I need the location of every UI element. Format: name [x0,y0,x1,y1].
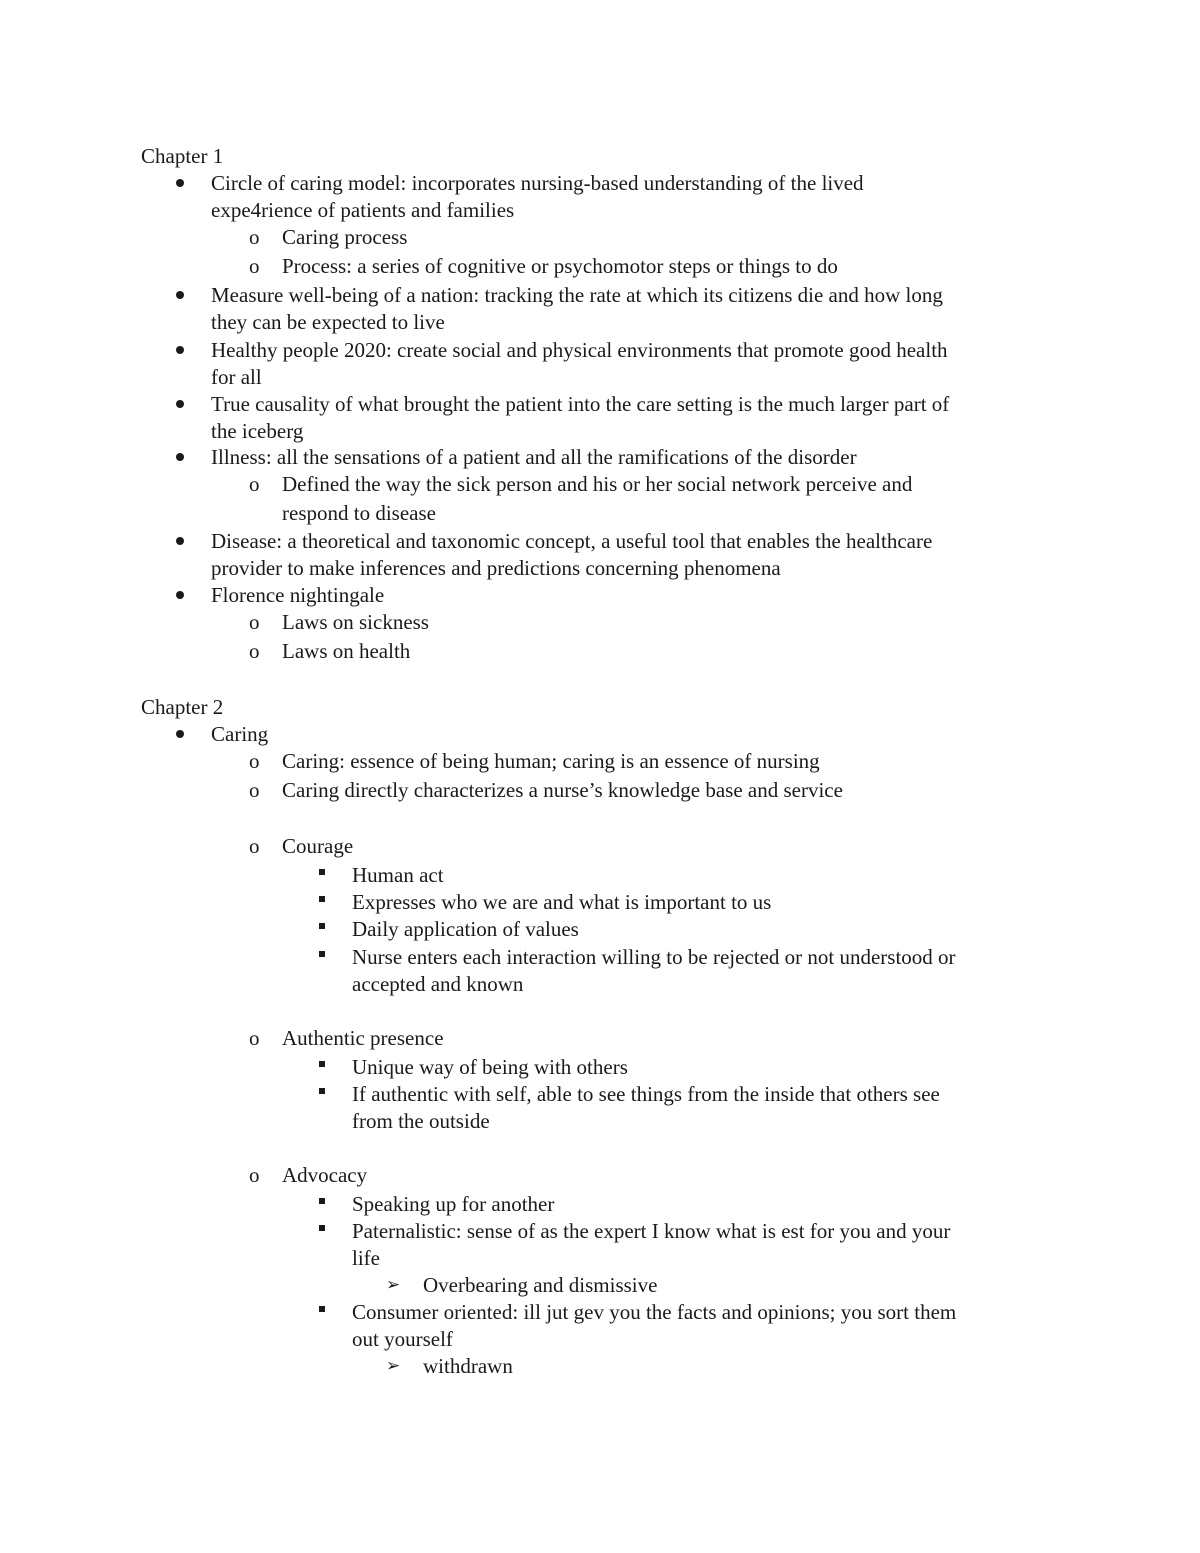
arrow-bullet-icon: ➢ [386,1356,401,1376]
bullet-icon [176,453,184,461]
list-item-continuation: they can be expected to live [211,310,445,334]
list-item: Measure well-being of a nation: tracking the rate at which its citizens die and how long [211,283,943,307]
bullet-icon [176,400,184,408]
sub-list-item: Defined the way the sick person and his or her social network perceive and [282,472,913,496]
list-item-continuation: expe4rience of patients and families [211,198,515,222]
list-item: Illness: all the sensations of a patient and all the ramifications of the disorder [211,445,857,469]
sub-sub-list-item: Consumer oriented: ill jut gev you the facts and opinions; you sort them [352,1300,957,1324]
sub-sub-list-item-continuation: life [352,1246,380,1270]
square-bullet-icon [319,869,325,875]
sub-sub-list-item-continuation: accepted and known [352,972,524,996]
circle-bullet-icon: o [249,472,260,496]
sub-sub-list-item: Expresses who we are and what is important to us [352,890,772,914]
square-bullet-icon [319,1225,325,1231]
sub-sub-list-item: Nurse enters each interaction willing to be rejected or not understood or [352,945,956,969]
arrow-bullet-icon: ➢ [386,1275,401,1295]
sub-list-item: Authentic presence [282,1026,444,1050]
sub-sub-list-item: Daily application of values [352,917,579,941]
sub-sub-list-item: Unique way of being with others [352,1055,628,1079]
arrow-list-item: Overbearing and dismissive [423,1273,658,1297]
circle-bullet-icon: o [249,254,260,278]
list-item: Disease: a theoretical and taxonomic concept, a useful tool that enables the healthcare [211,529,933,553]
sub-list-item: Laws on health [282,639,411,663]
sub-sub-list-item-continuation: out yourself [352,1327,453,1351]
square-bullet-icon [319,951,325,957]
bullet-icon [176,591,184,599]
sub-list-item: Advocacy [282,1163,368,1187]
circle-bullet-icon: o [249,610,260,634]
sub-list-item: Laws on sickness [282,610,429,634]
sub-sub-list-item: If authentic with self, able to see things from the inside that others see [352,1082,940,1106]
square-bullet-icon [319,896,325,902]
circle-bullet-icon: o [249,778,260,802]
circle-bullet-icon: o [249,225,260,249]
square-bullet-icon [319,1061,325,1067]
list-item: Healthy people 2020: create social and physical environments that promote good health [211,338,948,362]
list-item: True causality of what brought the patient into the care setting is the much larger part of [211,392,950,416]
sub-list-item: Caring: essence of being human; caring is an essence of nursing [282,749,820,773]
bullet-icon [176,730,184,738]
sub-sub-list-item: Human act [352,863,444,887]
sub-sub-list-item: Paternalistic: sense of as the expert I know what is est for you and your [352,1219,951,1243]
list-item-continuation: provider to make inferences and predictions concerning phenomena [211,556,781,580]
bullet-icon [176,291,184,299]
sub-list-item: Caring process [282,225,408,249]
list-item: Circle of caring model: incorporates nursing-based understanding of the lived [211,171,864,195]
arrow-list-item: withdrawn [423,1354,513,1378]
square-bullet-icon [319,1088,325,1094]
circle-bullet-icon: o [249,639,260,663]
chapter-1-heading: Chapter 1 [141,144,224,168]
circle-bullet-icon: o [249,1163,260,1187]
list-item-continuation: for all [211,365,262,389]
sub-sub-list-item-continuation: from the outside [352,1109,490,1133]
list-item: Florence nightingale [211,583,385,607]
bullet-icon [176,346,184,354]
sub-list-item-continuation: respond to disease [282,501,436,525]
sub-list-item: Courage [282,834,354,858]
circle-bullet-icon: o [249,834,260,858]
square-bullet-icon [319,1198,325,1204]
bullet-icon [176,179,184,187]
square-bullet-icon [319,1306,325,1312]
circle-bullet-icon: o [249,1026,260,1050]
circle-bullet-icon: o [249,749,260,773]
sub-list-item: Process: a series of cognitive or psychomotor steps or things to do [282,254,838,278]
list-item-continuation: the iceberg [211,419,304,443]
square-bullet-icon [319,923,325,929]
chapter-2-heading: Chapter 2 [141,695,224,719]
bullet-icon [176,537,184,545]
sub-list-item: Caring directly characterizes a nurse’s knowledge base and service [282,778,843,802]
sub-sub-list-item: Speaking up for another [352,1192,555,1216]
list-item: Caring [211,722,269,746]
